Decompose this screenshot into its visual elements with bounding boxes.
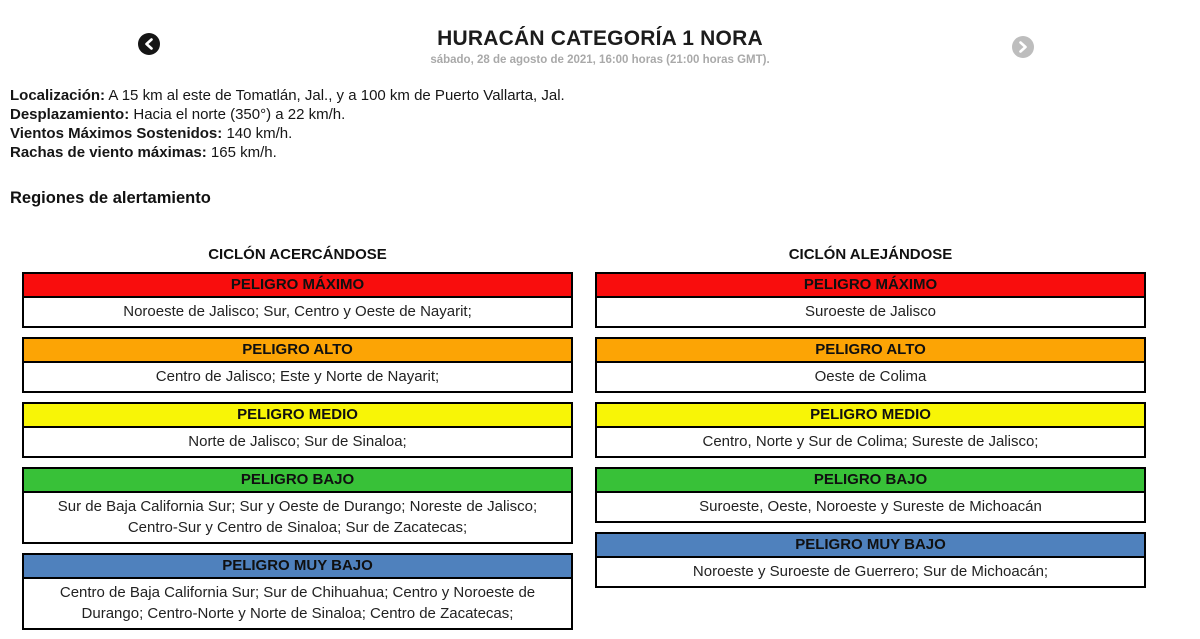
- info-line-rachas: [10, 143, 1200, 162]
- info-label: Localización:: [10, 87, 106, 104]
- alert-regions: [22, 246, 1146, 639]
- alert-regions-text: Suroeste, Oeste, Noroeste y Sureste de Michoacán: [699, 498, 1042, 515]
- alert-level-label: PELIGRO MÁXIMO: [24, 274, 571, 298]
- info-line-vientos: [10, 124, 1200, 143]
- alert-block-bajo: [22, 467, 573, 544]
- info-value: 140 km/h.: [222, 125, 293, 142]
- alert-block-maximo: [595, 272, 1146, 328]
- alert-block-muy-bajo: [595, 532, 1146, 588]
- alert-level-label: PELIGRO ALTO: [597, 339, 1144, 363]
- alert-regions-text: Noroeste de Jalisco; Sur, Centro y Oeste de Nayarit;: [123, 303, 472, 320]
- info-value: Hacia el norte (350°) a 22 km/h.: [129, 106, 346, 123]
- alert-regions-text: Suroeste de Jalisco: [805, 303, 936, 320]
- storm-info: [0, 86, 1200, 162]
- alert-level-label: PELIGRO ALTO: [24, 339, 571, 363]
- alert-regions-text: Oeste de Colima: [814, 368, 927, 385]
- column-ciclon-alejandose: [595, 246, 1146, 597]
- alert-level-label: PELIGRO MEDIO: [24, 404, 571, 428]
- alert-block-bajo: [595, 467, 1146, 523]
- info-label: Rachas de viento máximas:: [10, 144, 207, 161]
- next-bulletin-button[interactable]: [1012, 36, 1034, 58]
- info-line-localizacion: [10, 86, 1200, 105]
- alert-level-label: PELIGRO MUY BAJO: [597, 534, 1144, 558]
- alert-level-label: PELIGRO MUY BAJO: [24, 555, 571, 579]
- info-label: Desplazamiento:: [10, 106, 130, 123]
- alert-regions-text: Centro de Baja California Sur; Sur de Chihuahua; Centro y Noroeste de Durango; Centro-Norte y Norte de Sinaloa; Centro de Zacatecas;: [59, 584, 536, 622]
- alert-regions-text: Noroeste y Suroeste de Guerrero; Sur de Michoacán;: [692, 563, 1049, 580]
- alert-block-medio: [595, 402, 1146, 458]
- alert-block-alto: [22, 337, 573, 393]
- column-title: CICLÓN ACERCÁNDOSE: [208, 246, 387, 263]
- info-label: Vientos Máximos Sostenidos:: [10, 125, 223, 142]
- alert-regions-text: Centro de Jalisco; Este y Norte de Nayarit;: [155, 368, 440, 385]
- bulletin-datetime: sábado, 28 de agosto de 2021, 16:00 horas (21:00 horas GMT).: [430, 54, 770, 66]
- info-line-desplazamiento: [10, 105, 1200, 124]
- alert-block-medio: [22, 402, 573, 458]
- alert-regions-text: Norte de Jalisco; Sur de Sinaloa;: [188, 433, 407, 450]
- info-value: 165 km/h.: [206, 144, 277, 161]
- alert-block-maximo: [22, 272, 573, 328]
- alert-block-muy-bajo: [22, 553, 573, 630]
- alert-regions-text: Sur de Baja California Sur; Sur y Oeste de Durango; Noreste de Jalisco; Centro-Sur y Centro de Sinaloa; Sur de Zacatecas;: [57, 498, 538, 536]
- alert-level-label: PELIGRO BAJO: [597, 469, 1144, 493]
- section-title-regiones: Regiones de alertamiento: [10, 189, 211, 207]
- page-title: HURACÁN CATEGORÍA 1 NORA: [437, 27, 763, 50]
- alert-level-label: PELIGRO BAJO: [24, 469, 571, 493]
- column-title: CICLÓN ALEJÁNDOSE: [788, 246, 953, 263]
- alert-block-alto: [595, 337, 1146, 393]
- alert-level-label: PELIGRO MEDIO: [597, 404, 1144, 428]
- info-value: A 15 km al este de Tomatlán, Jal., y a 100 km de Puerto Vallarta, Jal.: [105, 87, 565, 104]
- alert-level-label: PELIGRO MÁXIMO: [597, 274, 1144, 298]
- chevron-left-icon: [144, 38, 154, 50]
- bulletin-header: [0, 0, 1200, 66]
- previous-bulletin-button[interactable]: [138, 33, 160, 55]
- chevron-right-icon: [1018, 41, 1028, 53]
- column-ciclon-acercandose: [22, 246, 573, 639]
- alert-regions-text: Centro, Norte y Sur de Colima; Sureste de Jalisco;: [702, 433, 1039, 450]
